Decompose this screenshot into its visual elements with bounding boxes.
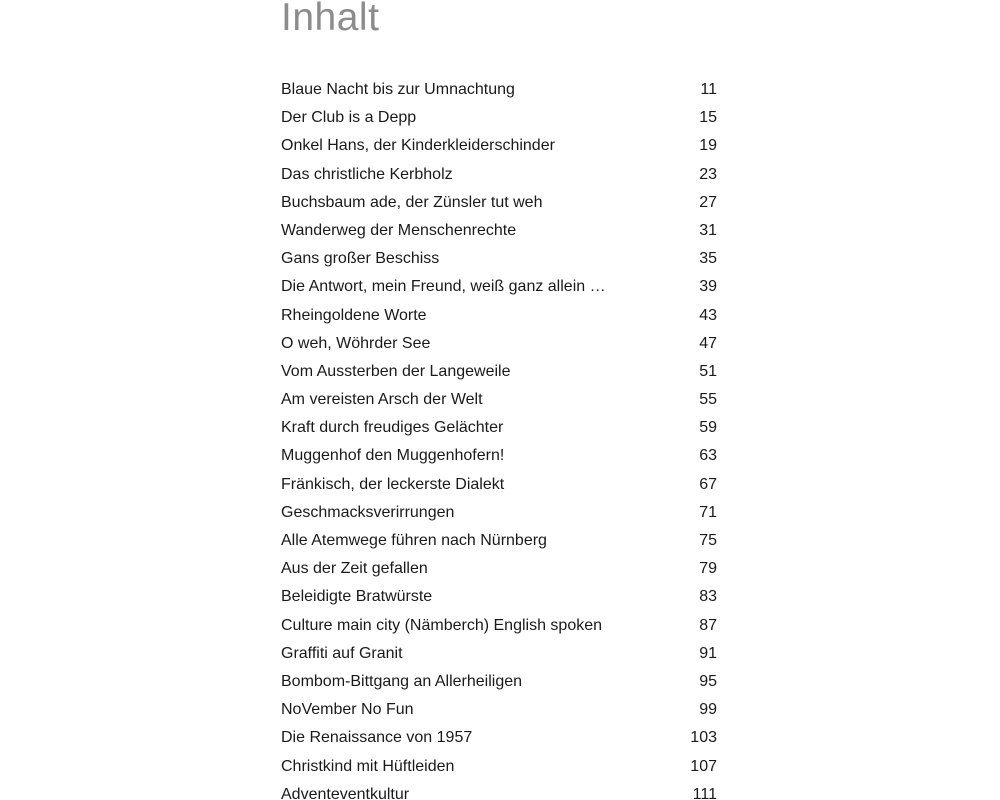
toc-entry: [281, 640, 717, 668]
toc-entry-title: Fränkisch, der leckerste Dialekt: [281, 475, 505, 493]
toc-entry: [281, 781, 717, 800]
toc-entry-title: Rheingoldene Worte: [281, 306, 427, 324]
toc-entry-page-number: 19: [699, 137, 717, 155]
toc-entry-page-number: 91: [699, 644, 717, 662]
toc-entry: [281, 499, 717, 527]
toc-entry: [281, 189, 717, 217]
toc-entry: [281, 471, 717, 499]
toc-entry-page-number: 31: [699, 221, 717, 239]
toc-entry-title: Culture main city (Nämberch) English spoken: [281, 616, 603, 634]
toc-entry-page-number: 83: [699, 588, 717, 606]
toc-entry-title: Die Antwort, mein Freund, weiß ganz allein …: [281, 278, 606, 296]
toc-entry: [281, 273, 717, 301]
toc-entry: [281, 76, 717, 104]
toc-entry: [281, 330, 717, 358]
toc-entry: [281, 386, 717, 414]
toc-entry-page-number: 55: [699, 391, 717, 409]
toc-entry: [281, 668, 717, 696]
toc-entry-title: Buchsbaum ade, der Zünsler tut weh: [281, 193, 543, 211]
toc-entry-title: Gans großer Beschiss: [281, 250, 440, 268]
toc-entry-page-number: 99: [699, 701, 717, 719]
toc-entry-page-number: 15: [699, 109, 717, 127]
toc-entry: [281, 104, 717, 132]
toc-entry-title: Bombom-Bittgang an Allerheiligen: [281, 672, 523, 690]
toc-entry-title: Die Renaissance von 1957: [281, 729, 473, 747]
toc-entry-page-number: 79: [699, 560, 717, 578]
toc-entry: [281, 414, 717, 442]
toc-entry-title: Geschmacksverirrungen: [281, 503, 455, 521]
toc-entry-page-number: 35: [699, 250, 717, 268]
toc-entry-title: Der Club is a Depp: [281, 109, 417, 127]
toc-entry-title: Wanderweg der Menschenrechte: [281, 221, 517, 239]
toc-entry: [281, 583, 717, 611]
toc-entry-title: Das christliche Kerbholz: [281, 165, 453, 183]
toc-entry: [281, 724, 717, 752]
toc-entry: [281, 696, 717, 724]
table-of-contents: [281, 76, 717, 800]
page-title: Inhalt: [281, 0, 380, 39]
toc-entry-title: Christkind mit Hüftleiden: [281, 757, 455, 775]
toc-entry: [281, 217, 717, 245]
toc-entry: [281, 358, 717, 386]
toc-entry-title: Graffiti auf Granit: [281, 644, 403, 662]
toc-entry-page-number: 59: [699, 419, 717, 437]
toc-entry-title: NoVember No Fun: [281, 701, 414, 719]
toc-entry: [281, 132, 717, 160]
toc-entry-title: Onkel Hans, der Kinderkleiderschinder: [281, 137, 555, 155]
toc-entry: [281, 753, 717, 781]
toc-entry-page-number: 23: [699, 165, 717, 183]
toc-entry-page-number: 67: [699, 475, 717, 493]
toc-entry-title: Beleidigte Bratwürste: [281, 588, 433, 606]
toc-entry-title: O weh, Wöhrder See: [281, 334, 431, 352]
toc-entry: [281, 442, 717, 470]
toc-entry-page-number: 63: [699, 447, 717, 465]
toc-entry: [281, 612, 717, 640]
toc-entry-title: Am vereisten Arsch der Welt: [281, 391, 483, 409]
toc-entry-page-number: 103: [690, 729, 717, 747]
toc-entry-title: Kraft durch freudiges Gelächter: [281, 419, 504, 437]
toc-entry: [281, 161, 717, 189]
toc-entry-title: Vom Aussterben der Langeweile: [281, 362, 511, 380]
toc-entry-page-number: 71: [699, 503, 717, 521]
toc-entry-page-number: 43: [699, 306, 717, 324]
toc-entry: [281, 527, 717, 555]
toc-entry-page-number: 95: [699, 672, 717, 690]
toc-entry-title: Alle Atemwege führen nach Nürnberg: [281, 532, 547, 549]
toc-entry-page-number: 47: [699, 334, 717, 352]
toc-entry-page-number: 75: [699, 532, 717, 549]
toc-entry: [281, 302, 717, 330]
toc-entry-title: Blaue Nacht bis zur Umnachtung: [281, 81, 515, 98]
toc-entry-title: Aus der Zeit gefallen: [281, 560, 428, 578]
toc-entry-page-number: 11: [700, 81, 717, 98]
toc-entry-page-number: 87: [699, 616, 717, 634]
toc-entry-title: Muggenhof den Muggenhofern!: [281, 447, 505, 465]
toc-entry-page-number: 51: [699, 362, 717, 380]
toc-entry-title: Adventeventkultur: [281, 785, 410, 800]
toc-entry-page-number: 107: [690, 757, 717, 775]
toc-entry: [281, 245, 717, 273]
toc-entry-page-number: 111: [692, 785, 717, 800]
toc-entry-page-number: 27: [699, 193, 717, 211]
toc-entry-page-number: 39: [699, 278, 717, 296]
toc-entry: [281, 555, 717, 583]
